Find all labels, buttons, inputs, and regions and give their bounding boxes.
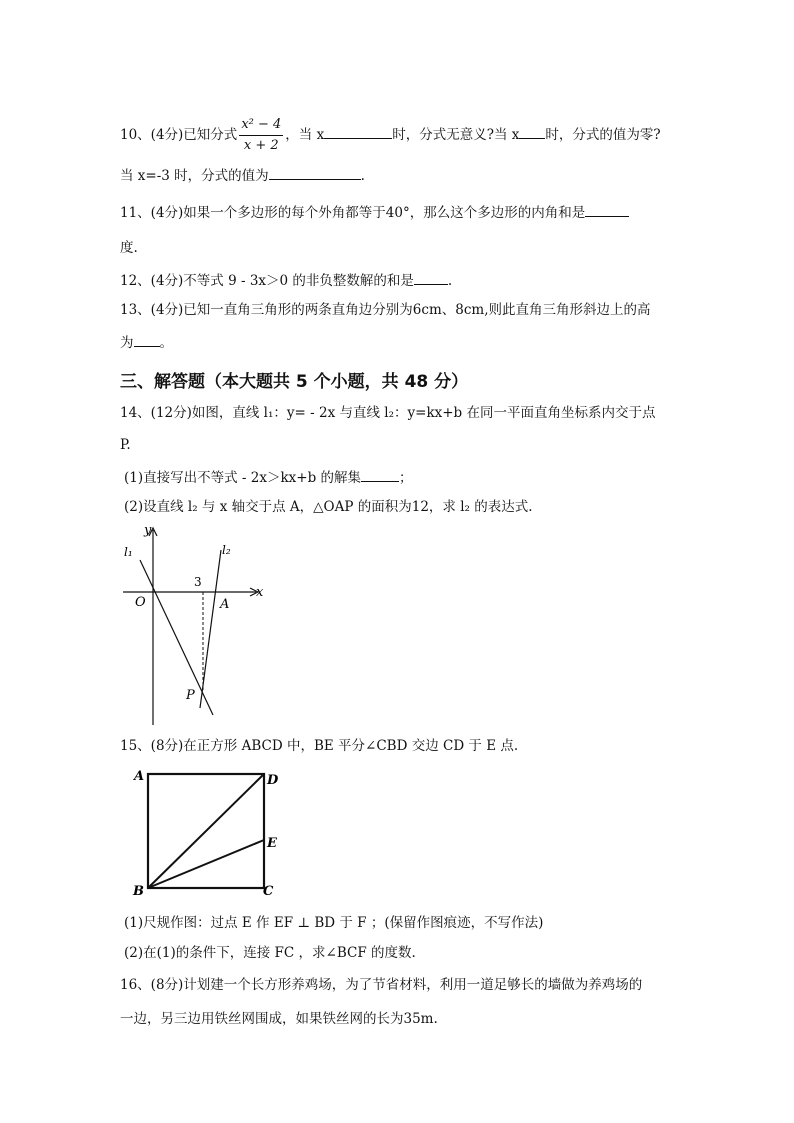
q14-sub1-text: (1)直接写出不等式 - 2x＞kx+b 的解集	[124, 470, 362, 486]
q11-line2	[120, 239, 138, 257]
q11-blank[interactable]	[585, 203, 629, 217]
q10-line2-end: .	[360, 168, 365, 184]
q10-text-1: ，当 x	[285, 127, 325, 143]
q12-blank[interactable]	[414, 271, 448, 285]
q12-text: 12、(4分)不等式 9 - 3x＞0 的非负整数解的和是	[120, 273, 414, 289]
point-p-label: P	[186, 688, 195, 703]
q13-text-2: 为	[120, 335, 134, 351]
vertex-a-label: A	[134, 769, 145, 784]
q14-text: 14、(12分)如图，直线 l₁：y= - 2x 与直线 l₂：y=kx+b 在同一平面直角坐标系内交于点	[120, 405, 656, 421]
q15-sub1-text: (1)尺规作图：过点 E 作 EF ⊥ BD 于 F ；(保留作图痕迹，不写作法)	[124, 915, 544, 931]
q11-line1	[120, 203, 629, 222]
q10-prefix: 10、(4分)已知分式	[120, 127, 238, 143]
q16-line2	[120, 1010, 438, 1028]
l2-label: l₂	[222, 543, 231, 557]
x-axis-label: x	[256, 585, 264, 600]
q10-line2-text: 当 x=-3 时，分式的值为	[120, 168, 269, 184]
tick-label-3: 3	[194, 575, 202, 589]
q14-sub1-end: ；	[399, 470, 413, 486]
l1-label: l₁	[124, 545, 133, 559]
q14-blank[interactable]	[361, 468, 399, 482]
q10-blank-3[interactable]	[269, 166, 361, 180]
q10-text-3: 时，分式的值为零?	[545, 127, 661, 143]
q15-sub2-text: (2)在(1)的条件下，连接 FC ，求∠BCF 的度数.	[124, 945, 416, 961]
y-axis-label: y	[144, 523, 152, 538]
q14-text-2: P.	[120, 437, 131, 453]
q15-sub1	[124, 914, 543, 932]
q10-text-2: 时，分式无意义?当 x	[392, 127, 520, 143]
q13-line2	[120, 333, 173, 352]
q16-text: 16、(8分)计划建一个长方形养鸡场，为了节省材料，利用一道足够长的墙做为养鸡场的	[120, 977, 643, 993]
vertex-b-label: B	[133, 884, 144, 899]
q15-figure	[128, 762, 288, 902]
q15-line	[120, 737, 518, 755]
q14-line1	[120, 404, 655, 422]
q10-line2	[120, 166, 365, 185]
q10-line1	[120, 116, 661, 155]
origin-label: O	[135, 595, 146, 610]
q14-line2	[120, 436, 131, 454]
q16-line1	[120, 976, 642, 994]
q12-end: .	[447, 273, 453, 289]
q11-text: 11、(4分)如果一个多边形的每个外角都等于40°，那么这个多边形的内角和是	[120, 205, 586, 221]
q14-figure	[118, 520, 278, 730]
segment-be	[148, 840, 264, 888]
q10-fraction-denominator: x + 2	[243, 138, 279, 153]
vertex-d-label: D	[267, 773, 279, 788]
q13-blank[interactable]	[134, 333, 160, 347]
q14-sub2-text: (2)设直线 l₂ 与 x 轴交于点 A，△OAP 的面积为12，求 l₂ 的表达式.	[124, 499, 533, 515]
q13-text: 13、(4分)已知一直角三角形的两条直角边分别为6cm、8cm,则此直角三角形斜边上的高	[120, 302, 651, 318]
q10-blank-1[interactable]	[324, 125, 392, 139]
q10-fraction	[239, 116, 283, 155]
q13-line1	[120, 301, 651, 319]
q10-fraction-numerator: x² − 4	[239, 116, 283, 136]
section-heading: 三、解答题（本大题共 5 个小题，共 48 分）	[120, 372, 469, 392]
q13-end: 。	[159, 335, 173, 351]
q15-sub2	[124, 944, 416, 962]
vertex-e-label: E	[267, 836, 277, 851]
q10-blank-2[interactable]	[519, 125, 545, 139]
q14-sub1	[124, 468, 413, 487]
vertex-c-label: C	[263, 884, 274, 899]
point-a-label: A	[220, 597, 230, 612]
q16-text-2: 一边，另三边用铁丝网围成，如果铁丝网的长为35m.	[120, 1011, 438, 1027]
q15-text: 15、(8分)在正方形 ABCD 中，BE 平分∠CBD 交边 CD 于 E 点.	[120, 738, 519, 754]
q12-line	[120, 271, 452, 290]
diagonal-bd	[148, 774, 264, 888]
q11-text-2: 度.	[120, 240, 138, 256]
q14-sub2	[124, 498, 533, 516]
